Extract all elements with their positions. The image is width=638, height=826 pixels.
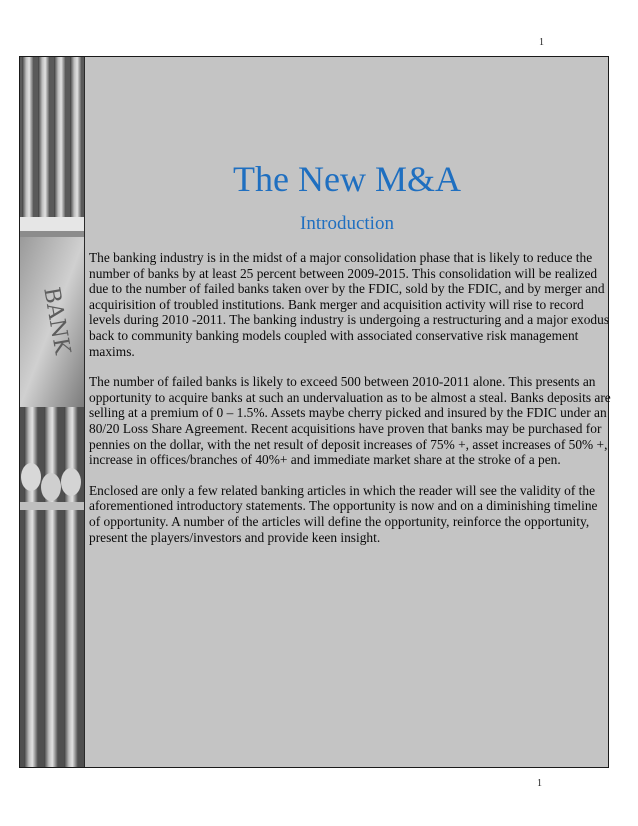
carved-bank-text: BANK	[38, 285, 75, 357]
page-number-top: 1	[539, 37, 544, 48]
paragraph: Enclosed are only a few related banking articles in which the reader will see the validity of the aforementioned introductory statements. The opportunity is now and on a diminishing timeline of opportunity. A number of the articles will define the opportunity, reinforce the opportunity, present the players/investors and provide keen insight.	[89, 482, 598, 545]
document-title: The New M&A	[233, 159, 461, 199]
bank-columns-illustration	[20, 57, 85, 767]
bank-building-image	[20, 57, 85, 767]
document-body	[89, 250, 611, 560]
section-heading: Introduction	[300, 213, 394, 234]
paragraph: The banking industry is in the midst of a major consolidation phase that is likely to reduce the number of banks by at least 25 percent between 2009-2015. This consolidation will be realized due to the number of failed banks taken over by the FDIC, sold by the FDIC, and by merger and acquirisition of troubled institutions. Bank merger and acquisition activity will rise to record levels during 2010 -2011. The banking industry is undergoing a restructuring and a major exodus back to community banking models coupled with associated conservative risk management maxims.	[89, 250, 610, 359]
page-number-bottom: 1	[537, 778, 542, 789]
content-frame	[19, 56, 609, 768]
paragraph: The number of failed banks is likely to exceed 500 between 2010-2011 alone. This presents an opportunity to acquire banks at such an undervaluation as to be almost a steal. Banks deposits are selling at a premium of 0 – 1.5%. Assets maybe cherry picked and insured by the FDIC under an 80/20 Loss Share Agreement. Recent acquisitions have proven that banks may be purchased for pennies on the dollar, with the net result of deposit increases of 75% +, asset increases of 50% +, increase in offices/branches of 40%+ and immediate market share at the stroke of a pen.	[89, 374, 611, 468]
page-content	[86, 57, 611, 767]
